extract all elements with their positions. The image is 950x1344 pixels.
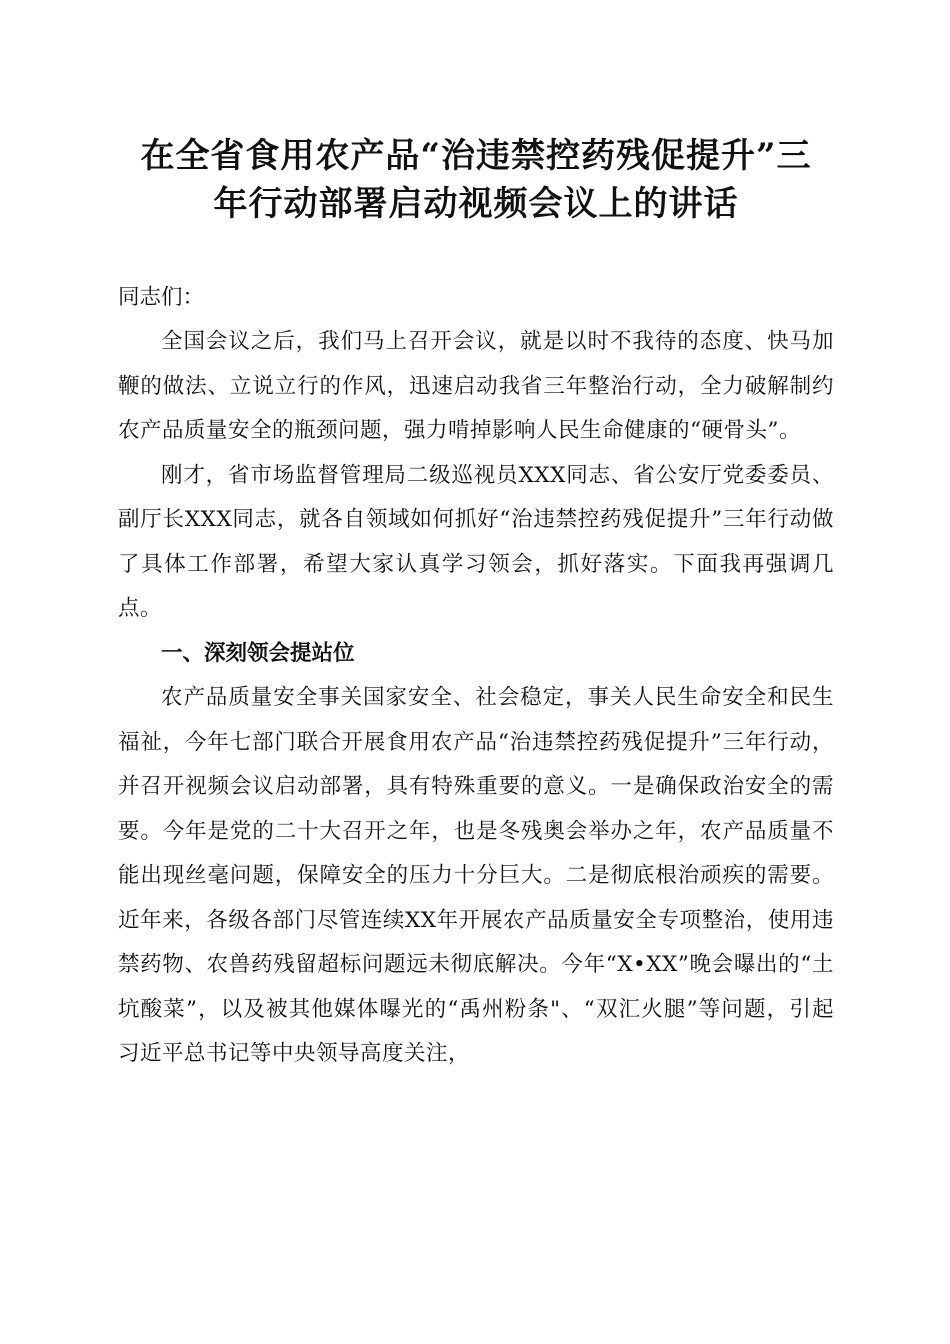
paragraph-2: 刚才，省市场监督管理局二级巡视员XXX同志、省公安厅党委委员、副厅长XXX同志，就各自领域如何抓好“治违禁控药残促提升”三年行动做了具体工作部署，希望大家认真学习领会，抓好落实。下面我再强调几点。 — [118, 462, 834, 621]
greeting: 同志们： — [118, 285, 205, 310]
paragraph-3: 农产品质量安全事关国家安全、社会稳定，事关人民生命安全和民生福祉，今年七部门联合开展食用农产品“治违禁控药残促提升”三年行动，并召开视频会议启动部署，具有特殊重要的意义。一是确保政治安全的需要。今年是党的二十大召开之年，也是冬残奥会举办之年，农产品质量不能出现丝毫问题，保障安全的压力十分巨大。二是彻底根治顽疾的需要。近年来，各级各部门尽管连续XX年开展农产品质量安全专项整治，使用违禁药物、农兽药残留超标问题远未彻底解决。今年“X•XX”晚会曝出的“土坑酸菜”，以及被其他媒体曝光的“禹州粉条"、“双汇火腿”等问题，引起习近平总书记等中央领导高度关注， — [118, 685, 834, 1066]
title-line-1: 在全省食用农产品“治违禁控药残促提升”三 — [140, 136, 812, 176]
document-title — [118, 132, 834, 228]
title-line-2: 年行动部署启动视频会议上的讲话 — [213, 184, 739, 224]
paragraph-1: 全国会议之后，我们马上召开会议，就是以时不我待的态度、快马加鞭的做法、立说立行的作风，迅速启动我省三年整治行动，全力破解制约农产品质量安全的瓶颈问题，强力啃掉影响人民生命健康的“硬骨头”。 — [118, 329, 834, 443]
section-heading-1: 一、深刻领会提站位 — [161, 640, 355, 666]
document-page — [118, 132, 834, 1077]
